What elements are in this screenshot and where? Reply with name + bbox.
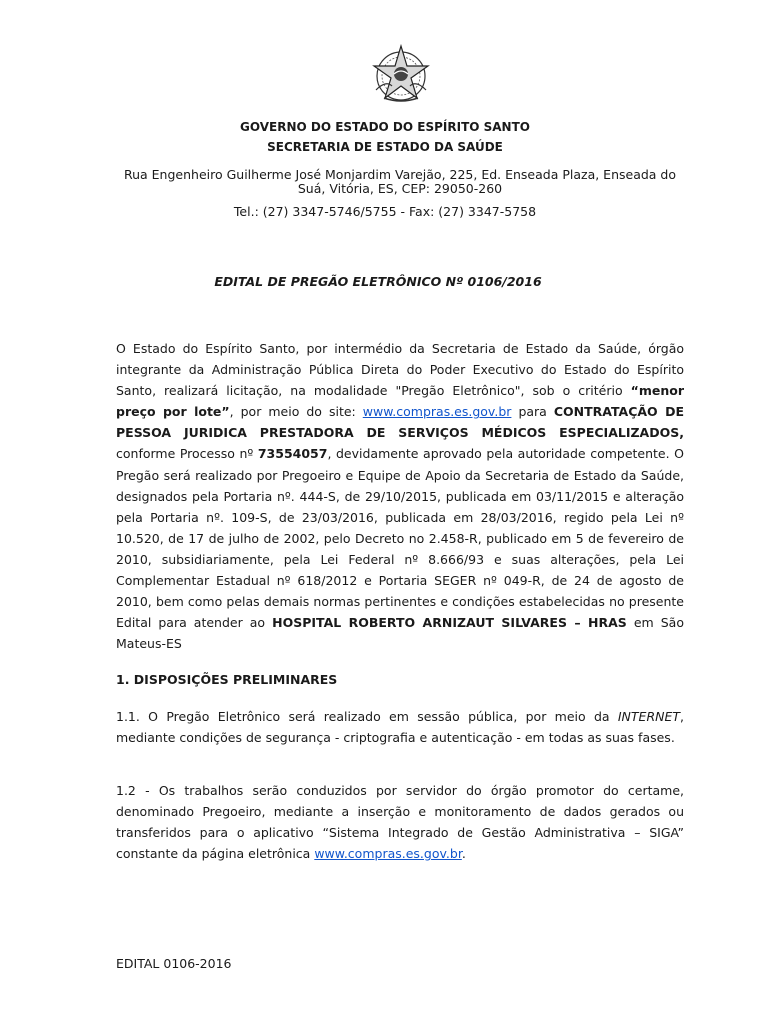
header-address: Rua Engenheiro Guilherme José Monjardim Varejão, 225, Ed. Enseada Plaza, Enseada do Suá, Vitória, ES, CEP: 29050-260 bbox=[123, 167, 677, 196]
hospital-name-bold: HOSPITAL ROBERTO ARNIZAUT SILVARES – HRAS bbox=[272, 615, 627, 631]
paragraph-1-2 bbox=[116, 780, 684, 864]
compras-link[interactable]: www.compras.es.gov.br bbox=[362, 404, 512, 420]
header-phone: Tel.: (27) 3347-5746/5755 - Fax: (27) 3347-5758 bbox=[233, 204, 537, 219]
state-coat-of-arms-icon bbox=[366, 40, 436, 106]
document-title: EDITAL DE PREGÃO ELETRÔNICO Nº 0106/2016 bbox=[214, 274, 542, 289]
process-number-bold: 73554057 bbox=[257, 446, 328, 462]
paragraph-1-1 bbox=[116, 706, 684, 748]
p11-text-a: 1.1. O Pregão Eletrônico será realizado em sessão pública, por meio da bbox=[116, 709, 618, 724]
intro-text-5: , devidamente aprovado pela autoridade competente. O Pregão será realizado por Pregoeiro e Equipe de Apoio da Secretaria de Estado da Saúde, designados pela Portaria nº. 444-S, de 29/10/2015, publicada em 03/11/2015 e alteração pela Portaria nº. 109-S, de 23/03/2016, publicada em 28/03/2016, regido pela Lei nº 10.520, de 17 de julho de 2002, pelo Decreto no 2.458-R, publicado em 5 de fevereiro de 2010, subsidiariamente, pela Lei Federal nº 8.666/93 e suas alterações, pela Lei Complementar Estadual nº 618/2012 e Portaria SEGER nº 049-R, de 24 de agosto de 2010, bem como pelas demais normas pertinentes e condições estabelecidas no presente Edital para atender ao bbox=[116, 446, 684, 631]
p11-text-b: , mediante condições de segurança - criptografia e autenticação - em todas as suas fases. bbox=[116, 709, 684, 746]
intro-text-6: em São Mateus-ES bbox=[116, 615, 684, 652]
internet-emphasis: INTERNET bbox=[617, 709, 681, 724]
intro-text-1: O Estado do Espírito Santo, por intermédio da Secretaria de Estado da Saúde, órgão integrante da Administração Pública Direta do Poder Executivo do Estado do Espírito Santo, realizará licitação, na modalidade "Pregão Eletrônico", sob o critério bbox=[116, 341, 684, 399]
p12-text-b: . bbox=[461, 846, 466, 862]
header-secretaria: SECRETARIA DE ESTADO DA SAÚDE bbox=[267, 140, 503, 154]
header-government: GOVERNO DO ESTADO DO ESPÍRITO SANTO bbox=[239, 120, 530, 134]
compras-link-2[interactable]: www.compras.es.gov.br bbox=[314, 846, 462, 862]
section-heading: 1. DISPOSIÇÕES PRELIMINARES bbox=[116, 672, 338, 687]
intro-paragraph bbox=[116, 338, 684, 654]
intro-text-4: conforme Processo nº bbox=[116, 446, 258, 462]
page-footer: EDITAL 0106-2016 bbox=[116, 956, 232, 971]
contract-object-bold: CONTRATAÇÃO DE PESSOA JURIDICA PRESTADORA DE SERVIÇOS MÉDICOS ESPECIALIZADOS, bbox=[116, 404, 684, 441]
intro-text-2: , por meio do site: bbox=[229, 404, 363, 420]
p12-text-a: 1.2 - Os trabalhos serão conduzidos por servidor do órgão promotor do certame, denominado Pregoeiro, mediante a inserção e monitoramento de dados gerados ou transferidos para o aplicativo “Sistema Integrado de Gestão Administrativa – SIGA” constante da página eletrônica bbox=[116, 783, 684, 862]
intro-text-3: para bbox=[511, 404, 554, 420]
criterion-bold: “menor preço por lote” bbox=[116, 383, 684, 420]
